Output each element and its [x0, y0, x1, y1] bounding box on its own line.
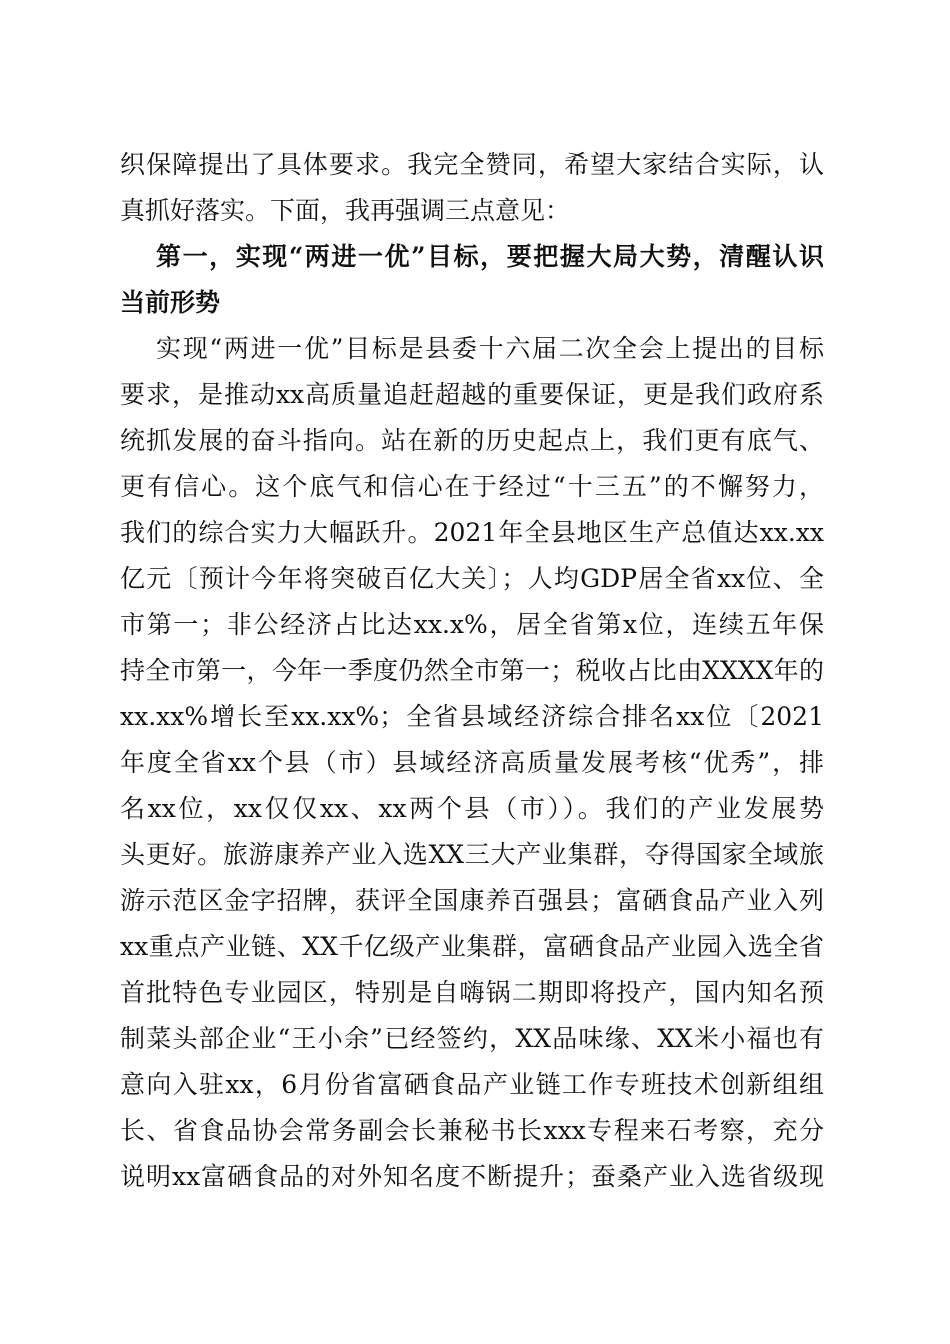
text-line: xx.xx%增长至xx.xx%；全省县域经济综合排名xx位〔2021 [120, 702, 824, 731]
text-line: 织保障提出了具体要求。我完全赞同，希望大家结合实际，认 [120, 150, 824, 179]
section-heading-line: 第一，实现“两进一优”目标，要把握大局大势，清醒认识 [156, 242, 824, 271]
text-line: 我们的综合实力大幅跃升。2021年全县地区生产总值达xx.xx [120, 518, 824, 547]
text-line: 更有信心。这个底气和信心在于经过“十三五”的不懈努力， [120, 472, 824, 501]
text-line: 真抓好落实。下面，我再强调三点意见： [120, 196, 571, 225]
text-line: 年度全省xx个县（市）县域经济高质量发展考核“优秀”，排 [120, 748, 824, 777]
text-line: 意向入驻xx，6月份省富硒食品产业链工作专班技术创新组组 [120, 1070, 824, 1099]
text-line: 要求，是推动xx高质量追赶超越的重要保证，更是我们政府系 [120, 380, 824, 409]
text-line: 首批特色专业园区，特别是自嗨锅二期即将投产，国内知名预 [120, 978, 824, 1007]
text-line: 持全市第一，今年一季度仍然全市第一；税收占比由XXXX年的 [120, 656, 824, 685]
text-line: 实现“两进一优”目标是县委十六届二次全会上提出的目标 [156, 334, 824, 363]
text-line: 市第一；非公经济占比达xx.x%，居全省第x位，连续五年保 [120, 610, 824, 639]
text-line: 说明xx富硒食品的对外知名度不断提升；蚕桑产业入选省级现 [120, 1162, 824, 1191]
text-line: 游示范区金字招牌，获评全国康养百强县；富硒食品产业入列 [120, 886, 824, 915]
text-line: 亿元〔预计今年将突破百亿大关〕；人均GDP居全省xx位、全 [120, 564, 824, 593]
text-line: 长、省食品协会常务副会长兼秘书长xxx专程来石考察，充分 [120, 1116, 824, 1145]
text-line: 统抓发展的奋斗指向。站在新的历史起点上，我们更有底气、 [120, 426, 824, 455]
text-line: 头更好。旅游康养产业入选XX三大产业集群，夺得国家全域旅 [120, 840, 824, 869]
text-line: xx重点产业链、XX千亿级产业集群，富硒食品产业园入选全省 [120, 932, 824, 961]
text-line: 名xx位，xx仅仅xx、xx两个县（市））。我们的产业发展势 [120, 794, 824, 823]
section-heading-line: 当前形势 [120, 288, 221, 317]
text-line: 制菜头部企业“王小余”已经签约，XX品味缘、XX米小福也有 [120, 1024, 824, 1053]
